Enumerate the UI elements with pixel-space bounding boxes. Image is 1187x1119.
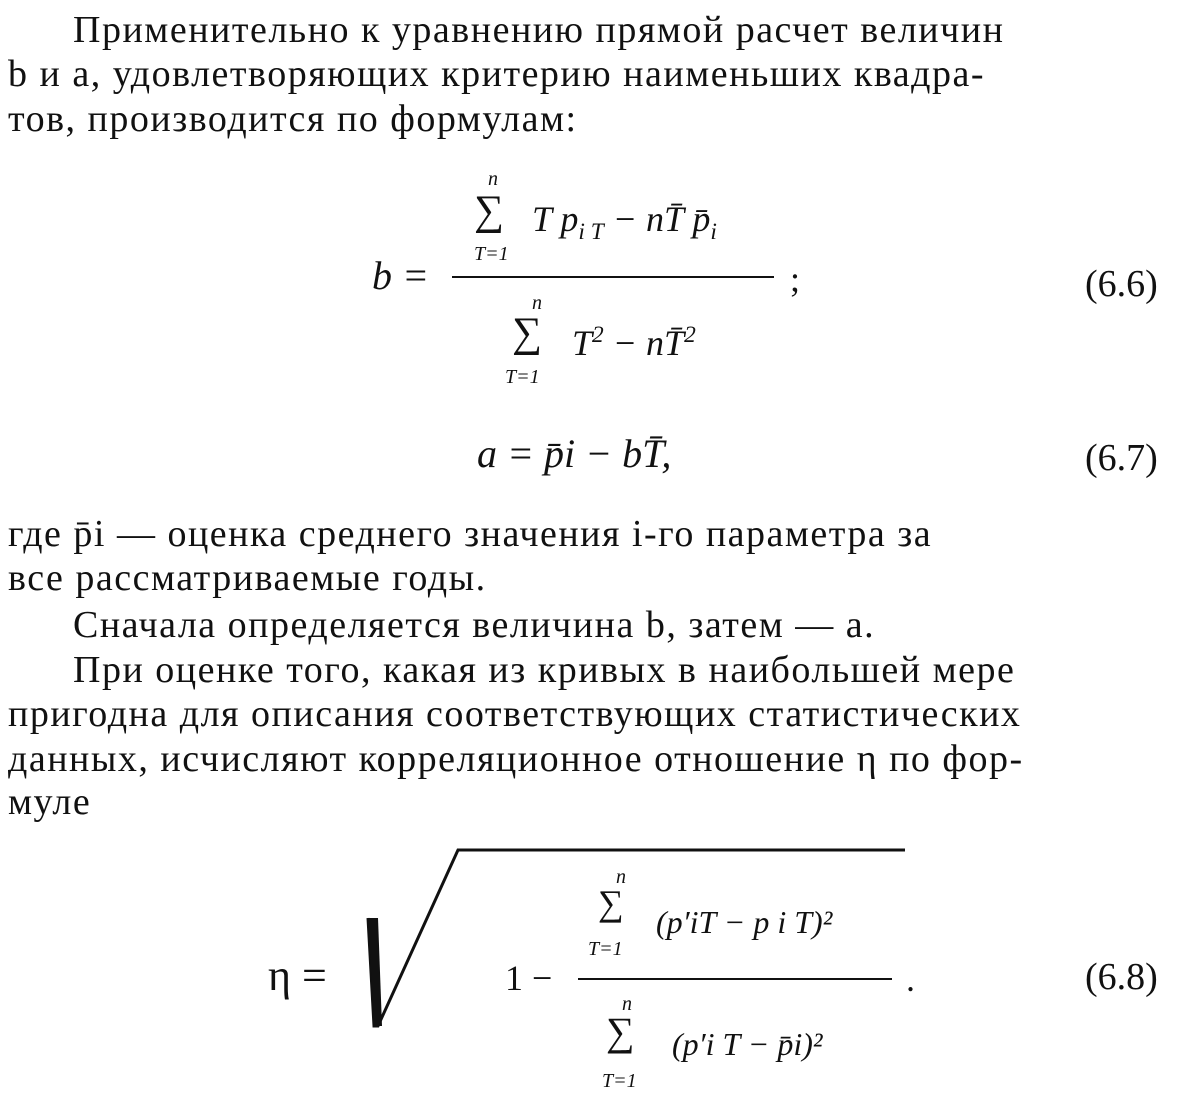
sum-lower: T=1 <box>505 366 540 388</box>
eq-lhs: η = <box>268 951 327 1000</box>
sum-sigma: ∑ <box>474 188 504 234</box>
sum-upper: n <box>488 168 498 190</box>
text-line: муле <box>8 781 92 823</box>
text-line: данных, исчисляют корреляционное отношение η по фор- <box>8 738 1024 780</box>
sum-sigma: ∑ <box>606 1009 635 1054</box>
sum-upper: n <box>616 866 626 888</box>
sum-sigma: ∑ <box>512 310 542 356</box>
text-line: b и a, удовлетворяющих критерию наименьших квадра- <box>8 53 985 95</box>
sum-upper: n <box>532 292 542 314</box>
eq-trailer: . <box>906 959 915 999</box>
sum-lower: T=1 <box>588 938 623 960</box>
sum-lower: T=1 <box>602 1070 637 1092</box>
eq-trailer: ; <box>790 259 801 299</box>
text-line: тов, производится по формулам: <box>8 98 578 140</box>
eq-lhs: b = <box>372 253 429 298</box>
denominator: (p′i T − p̄i)² <box>672 1026 823 1062</box>
sum-lower: T=1 <box>474 243 509 265</box>
equation-number: (6.6) <box>1085 263 1158 305</box>
numerator: (p′iT − p i T)² <box>656 904 833 940</box>
text-line: все рассматриваемые годы. <box>8 557 487 599</box>
paragraph-3: Сначала определяется величина b, затем — a. <box>73 604 876 646</box>
eq-body: a = p̄i − bT̄, <box>477 431 672 476</box>
equation-number: (6.8) <box>1085 956 1158 998</box>
fraction-bar <box>578 978 892 980</box>
fraction-bar <box>452 276 774 278</box>
numerator: T $p_{i T}$ − nT̄ $p̄_i$ <box>532 199 717 246</box>
text-line: При оценке того, какая из кривых в наибольшей мере <box>73 649 1016 691</box>
text-line: пригодна для описания соответствующих статистических <box>8 693 1022 735</box>
one-minus: 1 − <box>505 958 553 998</box>
denominator: $T^2$ − nT̄$^2$ <box>572 322 696 363</box>
text-line: где p̄i — оценка среднего значения i-го параметра за <box>8 513 933 555</box>
equation-number: (6.7) <box>1085 437 1158 479</box>
text-line: Применительно к уравнению прямой расчет величин <box>73 9 1005 51</box>
sum-sigma: ∑ <box>598 883 624 923</box>
sum-upper: n <box>622 993 632 1015</box>
